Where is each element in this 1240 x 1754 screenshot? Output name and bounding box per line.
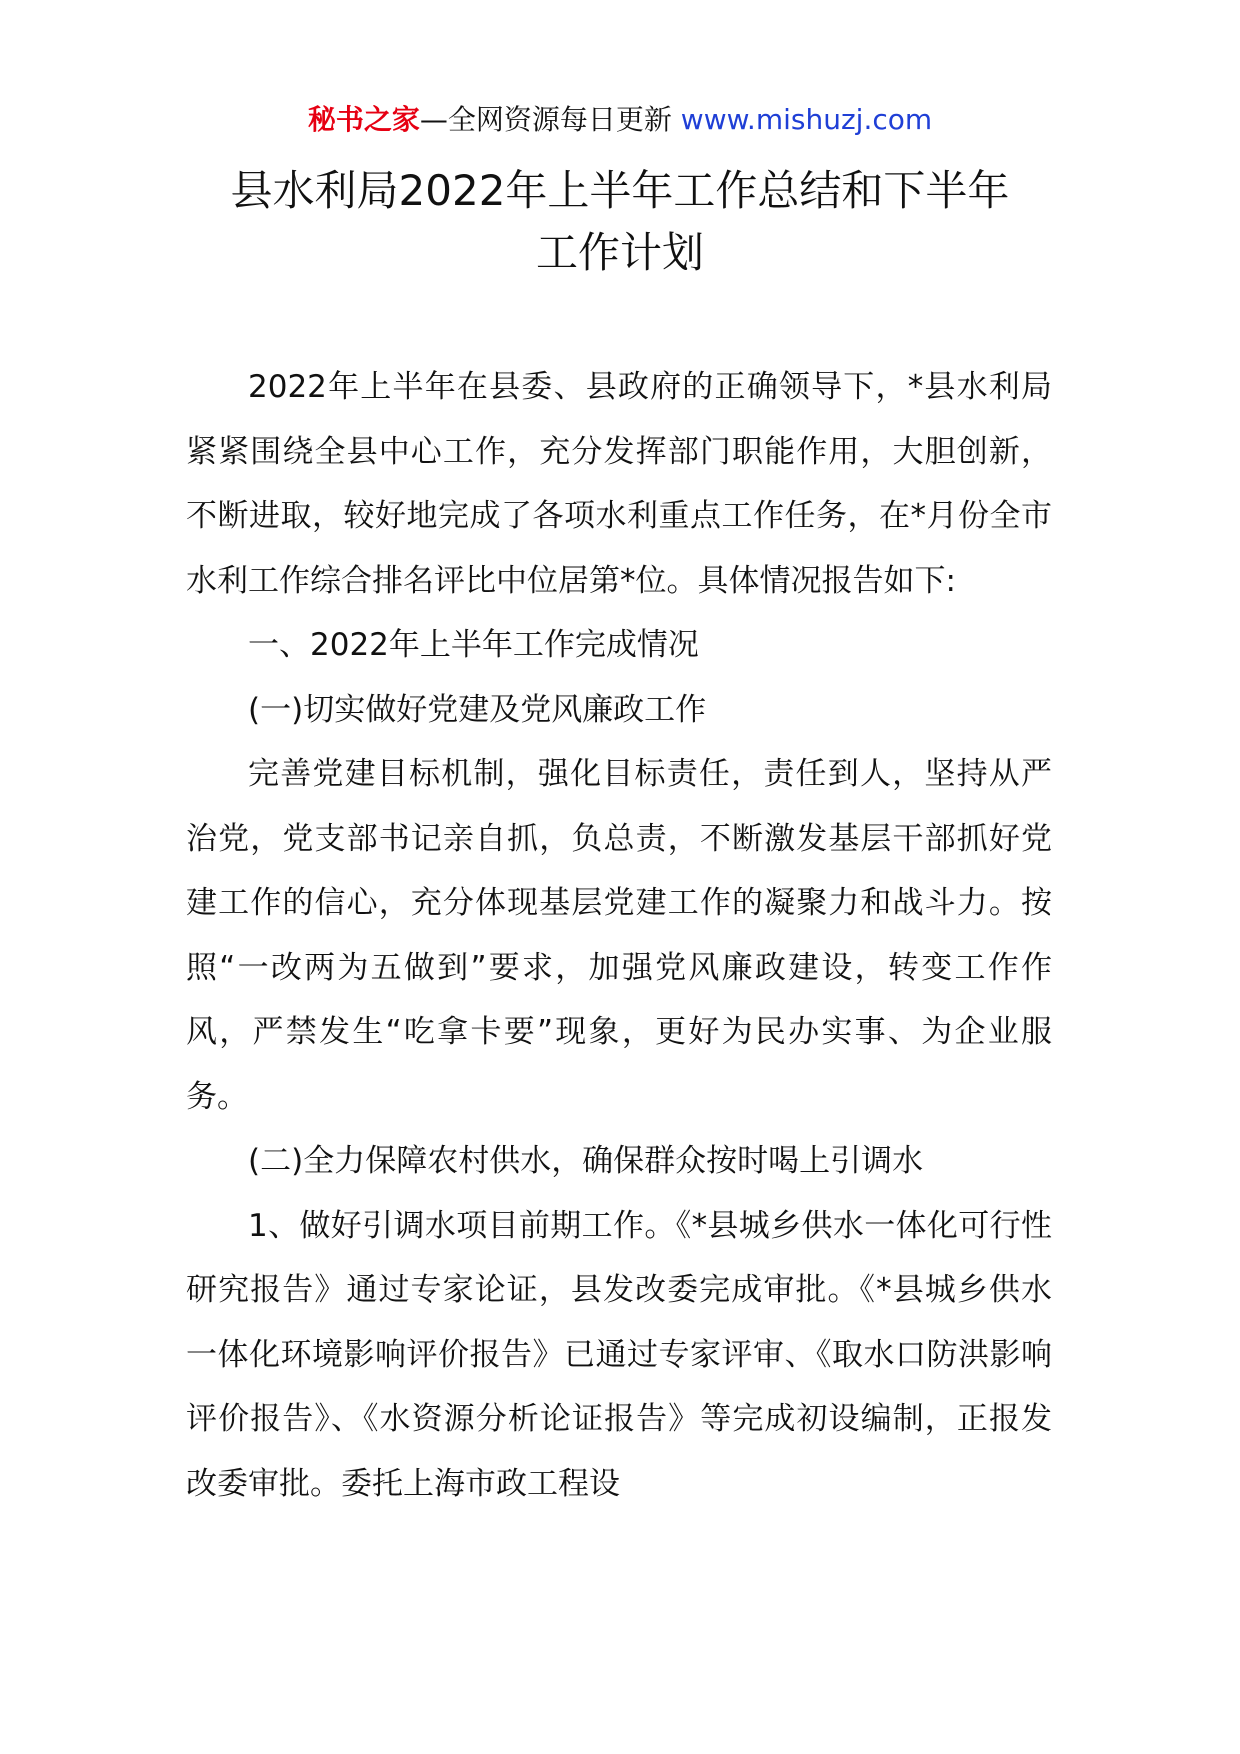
section-heading-1: 一、2022年上半年工作完成情况	[248, 627, 699, 663]
site-banner	[0, 100, 1240, 140]
title-line-2: 工作计划	[535, 228, 704, 277]
title-line-1: 县水利局2022年上半年工作总结和下半年	[230, 166, 1010, 215]
document-title	[150, 160, 1090, 284]
site-url-link[interactable]: www.mishuzj.com	[680, 103, 933, 136]
intro-paragraph: 2022年上半年在县委、县政府的正确领导下，*县水利局紧紧围绕全县中心工作，充分发挥部门职能作用，大胆创新，不断进取，较好地完成了各项水利重点工作任务，在*月份全市水利工作综合排名评比中位居第*位。具体情况报告如下:	[186, 369, 1052, 599]
water-project-paragraph: 1、做好引调水项目前期工作。《*县城乡供水一体化可行性研究报告》通过专家论证，县发改委完成审批。《*县城乡供水一体化环境影响评价报告》已通过专家评审、《取水口防洪影响评价报告》、《水资源分析论证报告》等完成初设编制，正报发改委审批。委托上海市政工程设	[186, 1207, 1052, 1502]
party-building-paragraph: 完善党建目标机制，强化目标责任，责任到人，坚持从严治党，党支部书记亲自抓，负总责，不断激发基层干部抓好党建工作的信心，充分体现基层党建工作的凝聚力和战斗力。按照“一改两为五做到”要求，加强党风廉政建设，转变工作作风，严禁发生“吃拿卡要”现象，更好为民办实事、为企业服务。	[186, 756, 1052, 1115]
document-body	[186, 355, 1052, 1516]
subsection-heading-1: (一)切实做好党建及党风廉政工作	[248, 691, 707, 728]
subsection-heading-2: (二)全力保障农村供水，确保群众按时喝上引调水	[248, 1143, 924, 1179]
brand-name: 秘书之家	[307, 103, 420, 136]
banner-tagline: —全网资源每日更新	[419, 103, 672, 136]
